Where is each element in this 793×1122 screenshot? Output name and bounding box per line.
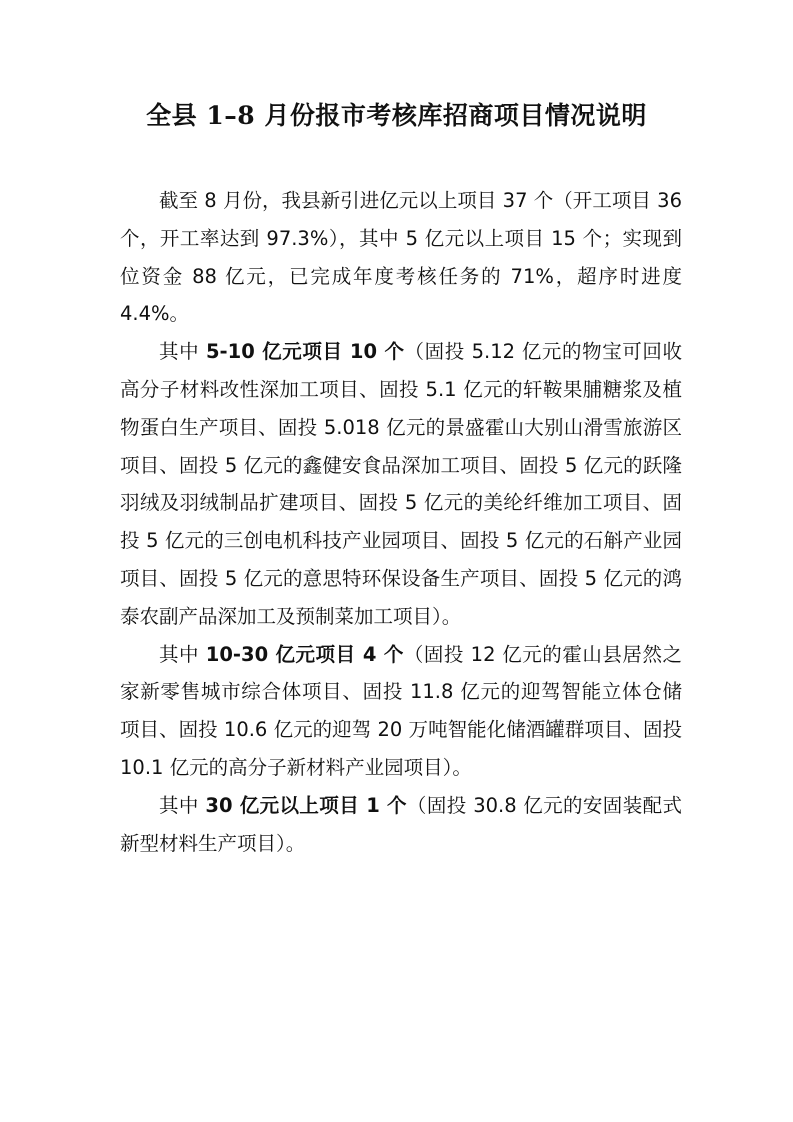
paragraph-prefix: 其中	[159, 793, 206, 817]
paragraph-highlight: 30 亿元以上项目 1 个	[205, 793, 407, 817]
paragraph-highlight: 10-30 亿元项目 4 个	[205, 642, 404, 666]
paragraph-detail: （固投 5.12 亿元的物宝可回收高分子材料改性深加工项目、固投 5.1 亿元的轩鞍果脯糖浆及植物蛋白生产项目、固投 5.018 亿元的景盛霍山大别山滑雪旅游区项目、固投 5 亿元的鑫健安食品深加工项目、固投 5 亿元的跃隆羽绒及羽绒制品扩建项目、固投 5 亿元的美纶纤维加工项目、固投 5 亿元的三创电机科技产业园项目、固投 5 亿元的石斛产业园项目、固投 5 亿元的意思特环保设备生产项目、固投 5 亿元的鸿泰农副产品深加工及预制菜加工项目）。	[120, 340, 682, 628]
document-title: 全县 1–8 月份报市考核库招商项目情况说明	[146, 101, 647, 130]
paragraph-summary	[120, 182, 682, 333]
paragraph-summary-text: 截至 8 月份，我县新引进亿元以上项目 37 个（开工项目 36 个，开工率达到 97.3%），其中 5 亿元以上项目 15 个；实现到位资金 88 亿元，已完成年度考核任务的 71%，超序时进度 4.4%。	[120, 189, 682, 326]
paragraph-highlight: 5-10 亿元项目 10 个	[205, 340, 405, 364]
paragraph-30-plus-projects	[120, 787, 682, 863]
paragraph-prefix: 其中	[159, 340, 206, 364]
paragraph-detail: （固投 30.8 亿元的安固装配式新型材料生产项目）。	[120, 793, 682, 855]
paragraph-10-30-projects	[120, 636, 682, 787]
paragraph-prefix: 其中	[159, 642, 206, 666]
paragraph-detail: （固投 12 亿元的霍山县居然之家新零售城市综合体项目、固投 11.8 亿元的迎驾智能立体仓储项目、固投 10.6 亿元的迎驾 20 万吨智能化储酒罐群项目、固投 10.1 亿元的高分子新材料产业园项目）。	[120, 642, 682, 779]
document-body	[120, 182, 682, 862]
paragraph-5-10-projects	[120, 333, 682, 635]
